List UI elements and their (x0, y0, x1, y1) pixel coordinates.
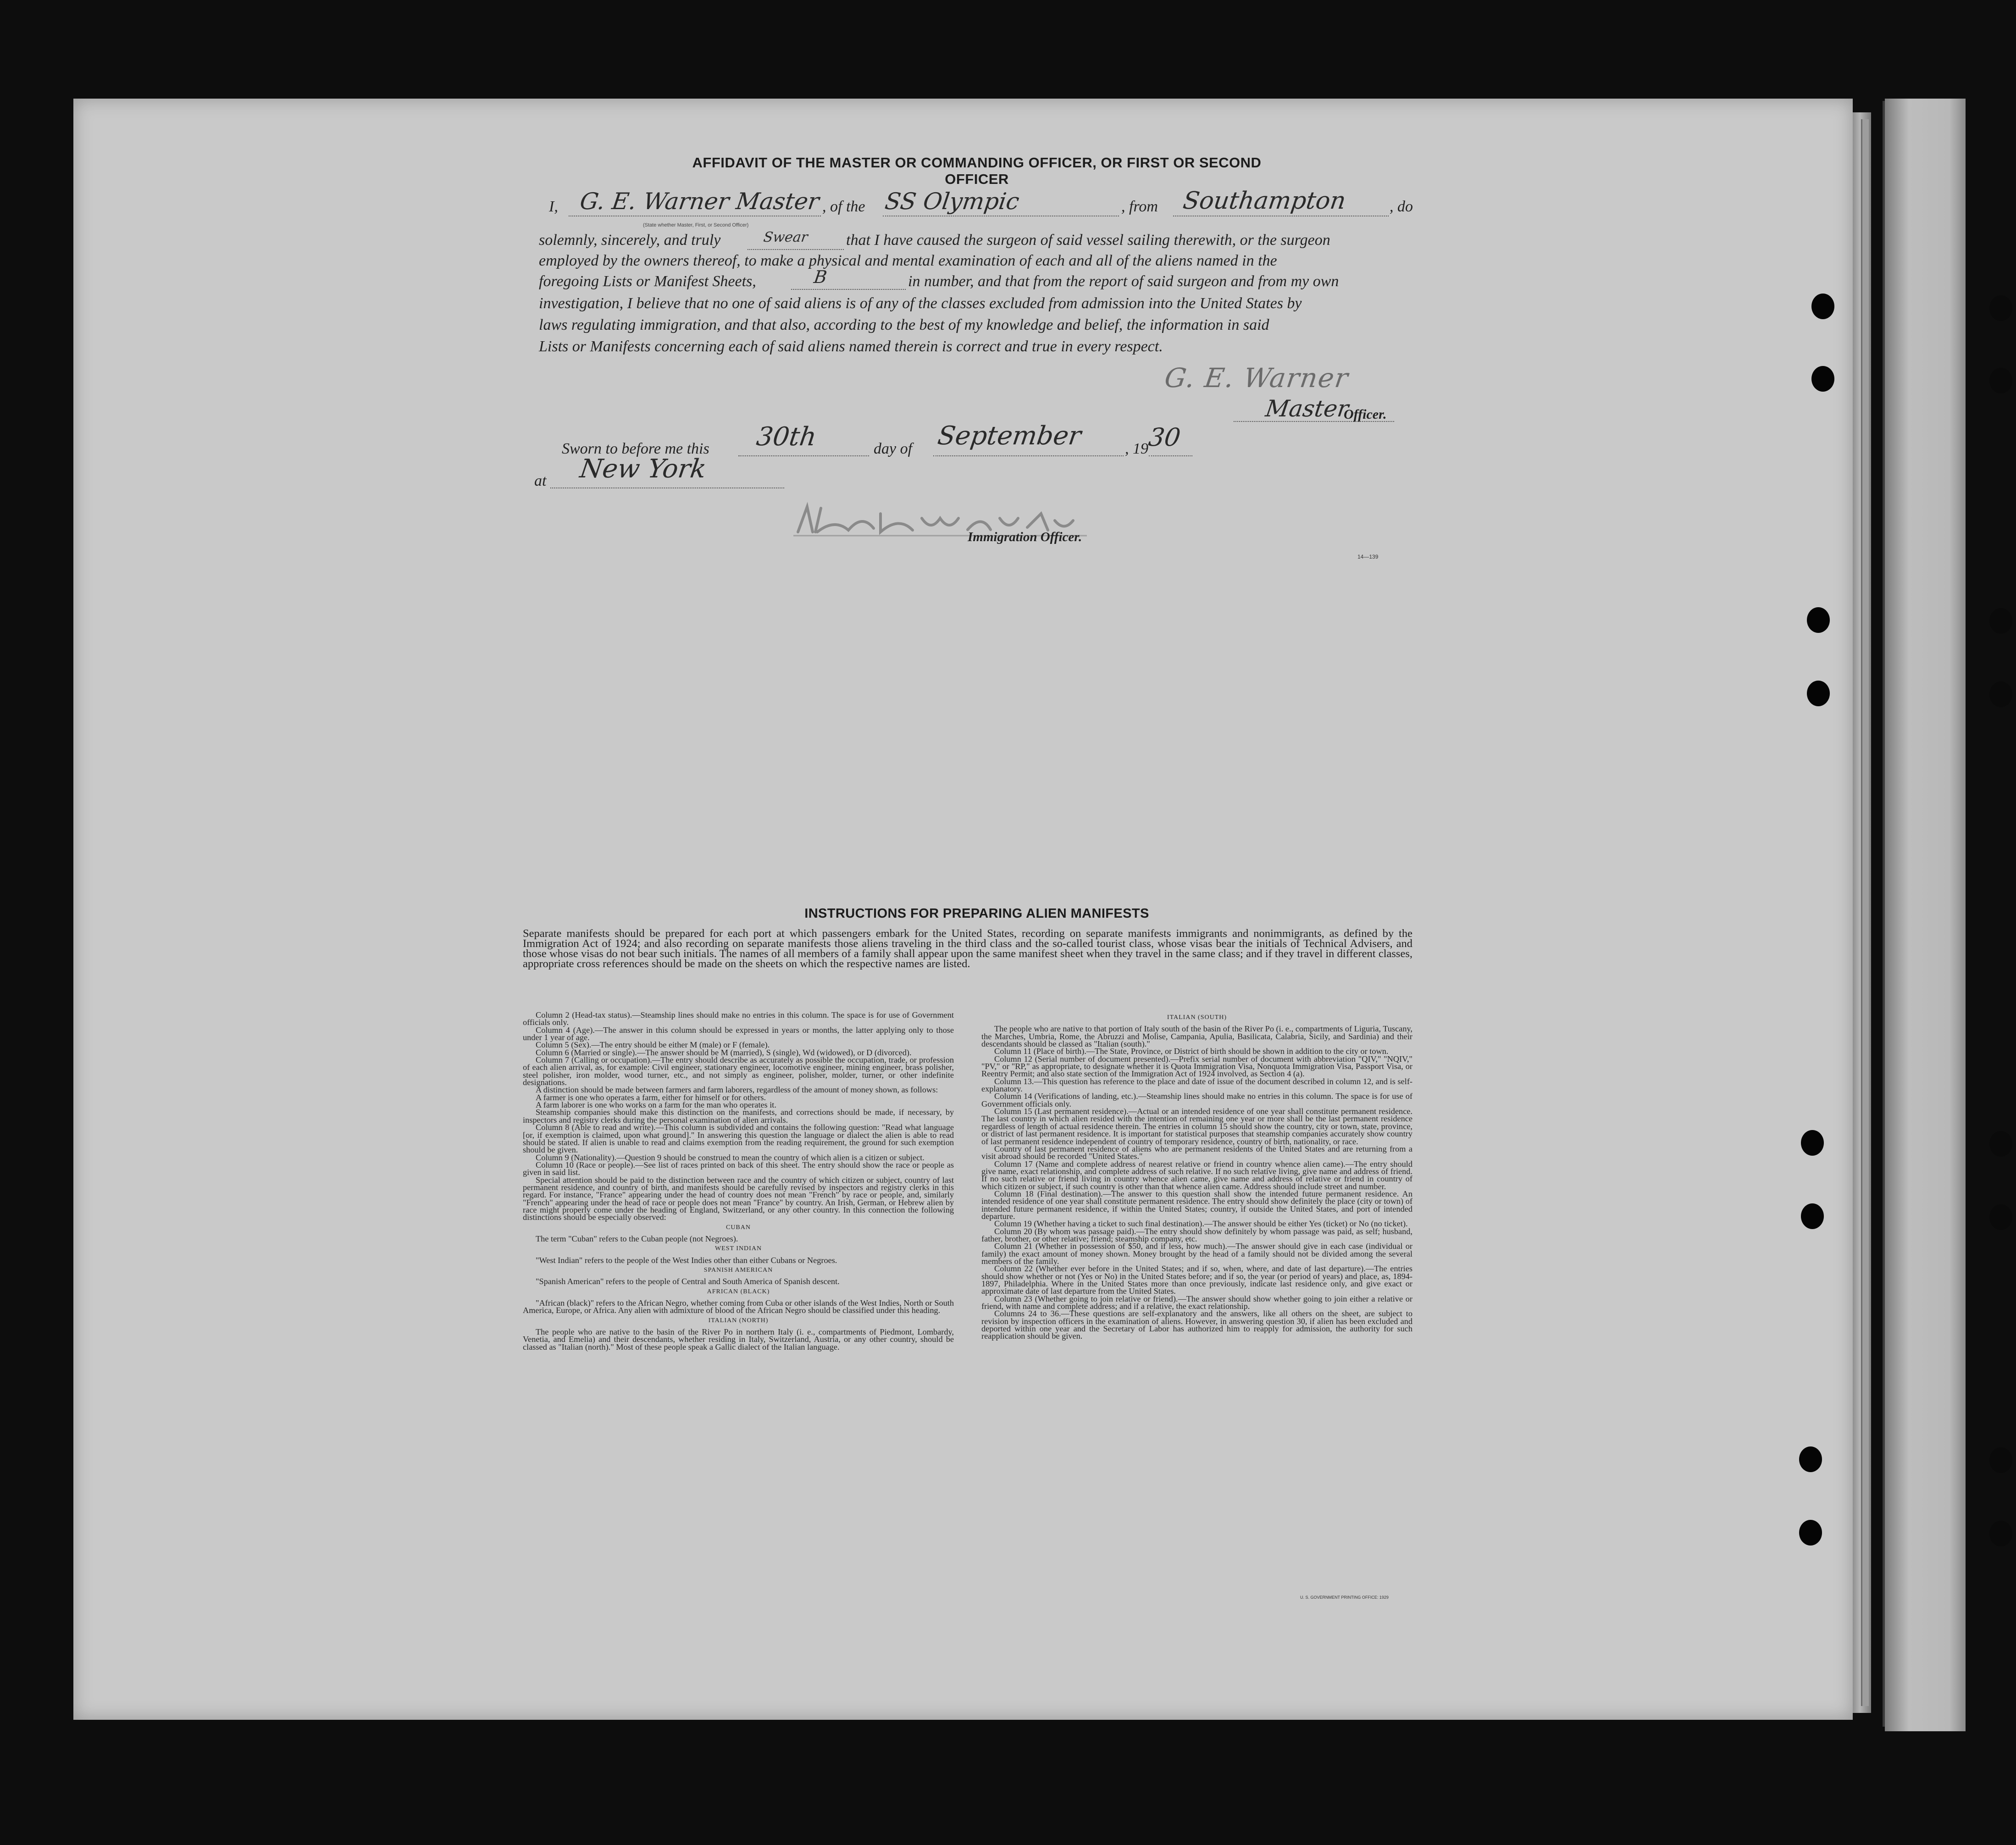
left-paragraph: Steamship companies should make this distinction on the manifests, and corrections should be made, if necessary, by inspectors and registry clerks during the personal examination of alien arrivals. (523, 1108, 954, 1125)
handwritten-port: Southampton (1181, 187, 1348, 215)
do-label: , do (1390, 198, 1413, 215)
right-paragraph: Country of last permanent residence of aliens who are permanent residents of the United States and are returning from a visit abroad should be recorded "United States." (981, 1144, 1412, 1161)
left-paragraph: A distinction should be made between farmers and farm laborers, regardless of the amount of money shown, as follows: (536, 1085, 938, 1095)
binder-hole (1811, 366, 1834, 392)
at-label: at (534, 472, 547, 489)
next-page-strip (1885, 99, 1966, 1731)
cuban-text: The term "Cuban" refers to the Cuban people (not Negroes). (536, 1234, 738, 1243)
handwritten-ship: SS Olympic (883, 188, 1021, 215)
cuban-heading: CUBAN (726, 1224, 751, 1231)
from-label: , from (1121, 198, 1158, 215)
left-paragraph: A farm laborer is one who works on a farm for the man who operates it. (536, 1100, 776, 1110)
handwritten-swear: Swear (762, 229, 809, 245)
solemnly-label: solemnly, sincerely, and truly (539, 232, 721, 249)
italian-north-text: The people who are native to the basin of the River Po in northern Italy (i. e., compartments of Piedmont, Lombardy, Venetia, and Emelia) and their descendants, whether residing in Italy, Switzerland, Austria, or any other country, should be classed as "Italian (north)." Most of these people speak a Gallic dialect of the Italian language. (523, 1327, 954, 1352)
left-paragraph: Special attention should be paid to the distinction between race and the country of which citizen or subject, country of last permanent residence, and country of birth, and manifests should be carefully revised by inspectors and registry clerks in this regard. For instance, "France" appearing under the head of country does not mean "French" by race or people, and, similarly "French" appearing under the head of race or people does not mean "France" by country. An Irish, German, or Hebrew alien by race might properly come under the heading of England, Switzerland, or any other country. In this connection the following distinctions should be especially observed: (523, 1175, 954, 1222)
handwritten-month: September (936, 421, 1083, 451)
line3-text: employed by the owners thereof, to make a physical and mental examination of each and all of the aliens named in the (539, 252, 1277, 269)
page-stack-edge-inner (1861, 119, 1869, 1706)
right-paragraph: Column 14 (Verifications of landing, etc.).—Steamship lines should make no entries in this column. The space is for use of Government officials only. (981, 1091, 1412, 1108)
handwritten-year: 30 (1146, 423, 1183, 452)
instructions-title: INSTRUCTIONS FOR PREPARING ALIEN MANIFESTS (804, 906, 1149, 921)
handwritten-sheet-count: B (812, 267, 829, 287)
binder-hole (1799, 1520, 1822, 1546)
line5-text: investigation, I believe that no one of said aliens is of any of the classes excluded from admission into the United States by (539, 295, 1302, 312)
binder-hole (1989, 1131, 2012, 1157)
line4-suffix: in number, and that from the report of said surgeon and from my own (908, 273, 1339, 290)
right-paragraph: The people who are native to that portion of Italy south of the basin of the River Po (i. e., compartments of Liguria, Tuscany, the Marches, Umbria, Rome, the Abruzzi and Molise, Campania, Apulia, Basilicata, Calabria, Sicily, and Sardinia) and their descendants should be classed as "Italian (south)." (981, 1024, 1412, 1049)
west-indian-heading: WEST INDIAN (714, 1245, 762, 1252)
state-rank-note: (State whether Master, First, or Second Officer) (643, 222, 749, 228)
line4-prefix: foregoing Lists or Manifest Sheets, (539, 273, 756, 290)
right-paragraph: Column 12 (Serial number of document presented).—Prefix serial number of document with abbreviation "QIV," "NQIV," "PV," or "RP," as appropriate, to designate whether it is Quota Immigration Visa, Nonquota Immigration Visa, Passport Visa, or Reentry Permit; and also state section of the Immigration Act of 1924 involved, as Section 4 (a). (981, 1054, 1412, 1079)
line2-text: that I have caused the surgeon of said vessel sailing therewith, or the surgeon (846, 232, 1330, 249)
right-paragraph: Column 11 (Place of birth).—The State, Province, or District of birth should be shown in addition to the city or town. (994, 1047, 1389, 1056)
right-paragraph: Column 15 (Last permanent residence).—Actual or an intended residence of one year shall constitute permanent residence. The last country in which alien resided with the intention of remaining one year or more shall be the last permanent residence regardless of length of actual residence therein. The entries in column 15 should show the country, city or town, state, province, or district of last permanent residence. It is important for statistical purposes that steamship companies accurately show country of last permanent residence independent of country of temporary residence, country of birth, nationality, or race. (981, 1107, 1412, 1146)
spanish-american-heading: SPANISH AMERICAN (703, 1267, 773, 1274)
right-paragraph: Column 13.—This question has reference to the place and date of issue of the document described in column 12, and is self-explanatory. (981, 1076, 1412, 1094)
binder-hole (1989, 1204, 2012, 1230)
binder-hole (1801, 1130, 1824, 1156)
left-paragraph: Column 2 (Head-tax status).—Steamship lines should make no entries in this column. The space is for use of Government officials only. (523, 1010, 954, 1027)
year-blank (1149, 455, 1192, 456)
left-paragraph: Column 5 (Sex).—The entry should be either M (male) or F (female). (536, 1040, 770, 1050)
month-blank (933, 455, 1124, 456)
binder-hole (1989, 368, 2012, 393)
binder-hole (1807, 607, 1830, 633)
left-paragraph: Column 9 (Nationality).—Question 9 should be construed to mean the country of which alien is a citizen or subject. (536, 1152, 925, 1162)
right-paragraph: Columns 24 to 36.—These questions are self-explanatory and the answers, like all others on the sheet, are subject to revision by inspection officers in the examination of aliens. However, in answering question 30, if alien has been excluded and deported within one year and the Secretary of Labor has authorized him to reapply for admission, the authority for such reapplication should be given. (981, 1309, 1412, 1341)
left-paragraph: A farmer is one who operates a farm, either for himself or for others. (536, 1092, 766, 1102)
affidavit-i-label: I, (549, 198, 558, 215)
handwritten-day: 30th (754, 422, 819, 452)
swear-blank (748, 249, 844, 250)
sheets-blank (791, 289, 906, 290)
handwritten-place: New York (578, 454, 708, 484)
master-signature: G. E. Warner (1163, 362, 1351, 393)
binder-hole (1989, 681, 2012, 707)
binder-hole (1989, 1447, 2012, 1473)
binder-hole (1989, 608, 2012, 634)
form-number: 14—139 (1357, 554, 1379, 560)
affidavit-title: AFFIDAVIT OF THE MASTER OR COMMANDING OFFICER, OR FIRST OR SECOND OFFICER (692, 155, 1262, 187)
immigration-officer-label: Immigration Officer. (968, 530, 1082, 544)
binder-hole (1801, 1203, 1824, 1229)
right-paragraph: Column 17 (Name and complete address of nearest relative or friend in country whence alien came).—The entry should give name, exact relationship, and complete address of such relative. If no such relative living, give name and address of friend. If no such relative or friend living in country whence alien came, give name and address of relative or friend in country of which citizen or subject, if such country is other than that whence alien came. Address should include street and number. (981, 1159, 1412, 1191)
african-text: "African (black)" refers to the African Negro, whether coming from Cuba or other islands of the West Indies, North or South America, Europe, or Africa. Any alien with admixture of blood of the African Negro should be classified under this heading. (523, 1298, 954, 1315)
left-paragraph: Column 4 (Age).—The answer in this column should be expressed in years or months, the latter applying only to those under 1 year of age. (523, 1025, 954, 1042)
sworn-label: Sworn to before me this (562, 440, 709, 457)
binder-hole (1989, 295, 2012, 321)
right-paragraph: Column 19 (Whether having a ticket to such final destination).—The answer should be either Yes (ticket) or No (no ticket). (994, 1219, 1408, 1229)
officer-label: Officer. (1344, 407, 1387, 422)
instructions-left-column (523, 1011, 954, 1351)
binder-hole (1989, 1521, 2012, 1546)
right-paragraph: Column 20 (By whom was passage paid).—The entry should show definitely by whom passage was paid, as self; husband, father, brother, or other relative; friend; steamship company, etc. (981, 1226, 1412, 1243)
binder-hole (1811, 294, 1834, 319)
west-indian-text: "West Indian" refers to the people of the West Indies other than either Cubans or Negroes. (536, 1255, 837, 1265)
handwritten-rank: Master (1263, 395, 1351, 422)
binder-hole (1799, 1446, 1822, 1472)
day-blank (738, 455, 869, 456)
right-paragraph: Column 22 (Whether ever before in the United States; and if so, when, where, and date of last departure).—The entries should show whether or not (Yes or No) in the United States before; and if so, the year (or period of years) and place, as, 1894-1897, Philadelphia. Where in the United States more than once previously, indicate last residence only, and give exact or approximate date of last departure from the United States. (981, 1264, 1412, 1296)
right-paragraph: Column 23 (Whether going to join relative or friend).—The answer should show whether going to join either a relative or friend, with name and complete address; and if a relative, the exact relationship. (981, 1294, 1412, 1311)
african-heading: AFRICAN (BLACK) (707, 1288, 770, 1295)
instructions-right-column (981, 1011, 1412, 1340)
italian-south-heading: ITALIAN (SOUTH) (1167, 1014, 1227, 1021)
year-prefix: , 19 (1125, 440, 1148, 457)
handwritten-name: G. E. Warner Master (578, 188, 821, 215)
line7-text: Lists or Manifests concerning each of said aliens named therein is correct and true in every respect. (539, 338, 1163, 355)
of-the-label: , of the (822, 198, 865, 215)
right-paragraph: Column 18 (Final destination).—The answer to this question shall show the intended future permanent residence. An intended residence of one year shall constitute permanent residence. The entry should show definitely the place (city or town) of intended future permanent residence, if within the United States; country, if outside the United States, and port of intended departure. (981, 1189, 1412, 1221)
instructions-intro: Separate manifests should be prepared for each port at which passengers embark for the United States, recording on separate manifests immigrants and nonimmigrants, as defined by the Immigration Act of 1924; and also recording on separate manifests those aliens traveling in the third class and the so-called tourist class, whose visas bear the initials of Technical Advisers, and those whose visas do not bear such initials. The names of all members of a family shall appear upon the same manifest sheet when they travel in the same class; and if they travel in different classes, appropriate cross references should be made on the sheets on which the respective names are listed. (523, 927, 1412, 970)
spanish-american-text: "Spanish American" refers to the people of Central and South America of Spanish descent. (536, 1277, 840, 1286)
printer-note: U. S. GOVERNMENT PRINTING OFFICE: 1929 (1300, 1595, 1389, 1600)
day-of-label: day of (874, 440, 913, 457)
line6-text: laws regulating immigration, and that also, according to the best of my knowledge and belief, the information in said (539, 316, 1269, 333)
left-paragraph: Column 6 (Married or single).—The answer should be M (married), S (single), Wd (widowed), or D (divorced). (536, 1047, 912, 1057)
left-paragraph: Column 10 (Race or people).—See list of races printed on back of this sheet. The entry should show the race or people as given in said list. (523, 1160, 954, 1177)
italian-north-heading: ITALIAN (NORTH) (708, 1317, 769, 1324)
right-paragraph: Column 21 (Whether in possession of $50, and if less, how much).—The answer should give in each case (individual or family) the exact amount of money shown. Money brought by the head of a family should not be divided among the several members of the family. (981, 1241, 1412, 1266)
left-paragraph: Column 7 (Calling or occupation).—The entry should describe as accurately as possible the occupation, trade, or profession of each alien arrival, as, for example: Civil engineer, stationary engineer, locomotive engineer, mining engineer, brass polisher, steel polisher, iron molder, wood turner, etc., and not simply as engineer, polisher, molder, turner, or other indefinite designations. (523, 1055, 954, 1087)
binder-hole (1807, 681, 1830, 706)
left-paragraph: Column 8 (Able to read and write).—This column is subdivided and contains the following question: "Read what language [or, if exemption is claimed, upon what ground]." In answering this question the language or dialect the alien is able to read should be stated. If alien is unable to read and claims exemption from the reading requirement, the ground for such exemption should be given. (523, 1123, 954, 1155)
